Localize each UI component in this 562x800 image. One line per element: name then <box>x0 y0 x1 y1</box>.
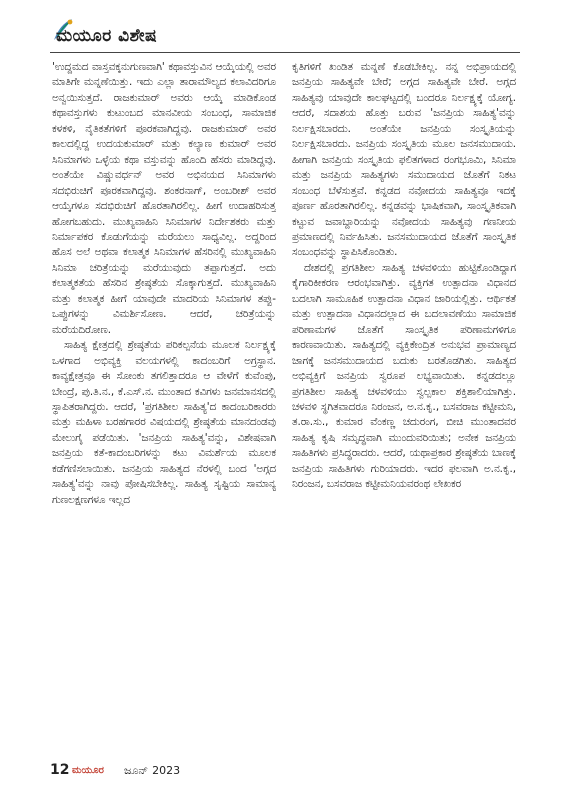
issue-month: ಜೂನ್ <box>124 764 149 777</box>
page-number: 12 <box>50 762 70 778</box>
page-footer <box>50 762 520 786</box>
right-column <box>292 60 516 748</box>
header-divider <box>50 52 520 53</box>
paragraph: ದೇಶದಲ್ಲಿ ಪ್ರಗತಿಶೀಲ ಸಾಹಿತ್ಯ ಚಳವಳಿಯು ಹುಟ್ಟಿಕೊಂಡಿದ್ದಾಗ ಕೈಗಾರಿಕೀಕರಣ ಆರಂಭವಾಗಿತ್ತು. ವ್ಯಕ್ತಿಗತ ಉತ್ಪಾದನಾ ವಿಧಾನದ ಬದಲಾಗಿ ಸಾಮೂಹಿಕ ಉತ್ಪಾದನಾ ವಿಧಾನ ಜಾರಿಯಲ್ಲಿತ್ತು. ಆರ್ಥಿಕತೆ ಮತ್ತು ಉತ್ಪಾದನಾ ವಿಧಾನದಲ್ಲಾದ ಈ ಬದಲಾವಣೆಯು ಸಾಮಾಜಿಕ ಪರಿಣಾಮಗಳ ಜೊತೆಗೆ ಸಾಂಸ್ಕೃತಿಕ ಪರಿಣಾಮಗಳಿಗೂ ಕಾರಣವಾಯಿತು. ಸಾಹಿತ್ಯದಲ್ಲಿ ವ್ಯಕ್ತಿಕೇಂದ್ರಿತ ಅನುಭವ ಪ್ರಾಮಾಣ್ಯದ ಜಾಗಕ್ಕೆ ಜನಸಮುದಾಯದ ಬದುಕು ಬರತೊಡಗಿತು. ಸಾಹಿತ್ಯದ ಅಭಿವ್ಯಕ್ತಿಗೆ ಜನಪ್ರಿಯ ಸ್ವರೂಪ ಲಭ್ಯವಾಯಿತು. ಕನ್ನಡದಲ್ಲೂ ಪ್ರಗತಿಶೀಲ ಸಾಹಿತ್ಯ ಚಳವಳಿಯು ಸ್ವಲ್ಪಕಾಲ ಶಕ್ತಿಶಾಲಿಯಾಗಿತ್ತು. ಚಳವಳಿ ಸ್ಥಗಿತವಾದರೂ ನಿರಂಜನ, ಅ.ನ.ಕೃ., ಬಸವರಾಜ ಕಟ್ಟೀಮನಿ, ತ.ರಾ.ಸು., ಕುಮಾರ ವೆಂಕಣ್ಣ ಚದುರಂಗ, ಬೀಚಿ ಮುಂತಾದವರ ಸಾಹಿತ್ಯ ಕೃಷಿ ಸಮೃದ್ಧವಾಗಿ ಮುಂದುವರಿಯಿತು; ಅನೇಕ ಜನಪ್ರಿಯ ಸಾಹಿತಿಗಳು ಪ್ರಸಿದ್ಧರಾದರು. ಆದರೆ, ಯಥಾಪ್ರಕಾರ ಶ್ರೇಷ್ಠತೆಯ ಬಾಣಕ್ಕೆ ಜನಪ್ರಿಯ ಸಾಹಿತಿಗಳು ಗುರಿಯಾದರು. ಇದರ ಫಲವಾಗಿ ಅ.ನ.ಕೃ., ನಿರಂಜನ, ಬಸವರಾಜ ಕಟ್ಟೀಮನಿಯವರಂಥ ಲೇಖಕರ <box>292 261 516 491</box>
paragraph: 'ಉದ್ದಮದ ವಾಸ್ತವಕ್ಕನುಗುಣವಾಗಿ' ಕಥಾವಸ್ತುವಿನ ಆಯ್ಕೆಯಲ್ಲಿ ಅವರ ಮಾತಿಗೇ ಮನ್ನಣೆಯಿತ್ತು. ಇದು ಎಲ್ಲಾ ತಾರಾಮೌಲ್ಯದ ಕಲಾವಿದರಿಗೂ ಅನ್ವಯಿಸುತ್ತದೆ. ರಾಜಕುಮಾರ್ ಅವರು ಆಯ್ಕೆ ಮಾಡಿಕೊಂಡ ಕಥಾವಸ್ತುಗಳು ಕುಟುಂಬದ ಮಾನವೀಯ ಸಂಬಂಧ, ಸಾಮಾಜಿಕ ಕಳಕಳಿ, ನೈತಿಕತೆಗಳಿಗೆ ಪೂರಕವಾಗಿದ್ದವು. ರಾಜಕುಮಾರ್ ಅವರ ಕಾಲದಲ್ಲಿದ್ದ ಉದಯಕುಮಾರ್ ಮತ್ತು ಕಲ್ಯಾಣ ಕುಮಾರ್ ಅವರ ಸಿನಿಮಾಗಳು ಒಳ್ಳೆಯ ಕಥಾ ವಸ್ತುವನ್ನು ಹೊಂದಿ ಹೆಸರು ಮಾಡಿದ್ದವು. ಅಂತೆಯೇ ವಿಷ್ಣುವರ್ಧನ್ ಅವರ ಅಭಿನಯದ ಸಿನಿಮಾಗಳು ಸದಭಿರುಚಿಗೆ ಪೂರಕವಾಗಿದ್ದವು. ಶಂಕರನಾಗ್, ಅಂಬರೀಶ್ ಅವರ ಆಯ್ಕೆಗಳೂ ಸದಭಿರುಚಿಗೆ ಹೊರತಾಗಿರಲಿಲ್ಲ. ಹೀಗೆ ಉದಾಹರಿಸುತ್ತ ಹೋಗಬಹುದು. ಮುಖ್ಯವಾಹಿನಿ ಸಿನಿಮಾಗಳ ನಿರ್ದೇಶಕರು ಮತ್ತು ನಿರ್ಮಾಪಕರ ಕೊಡುಗೆಯನ್ನು ಮರೆಯಲು ಸಾಧ್ಯವಿಲ್ಲ. ಅದ್ದರಿಂದ ಹೊಸ ಅಲೆ ಅಥವಾ ಕಲಾತ್ಮಕ ಸಿನಿಮಾಗಳ ಹೆಸರಿನಲ್ಲಿ ಮುಖ್ಯವಾಹಿನಿ ಸಿನಿಮಾ ಚರಿತ್ರೆಯನ್ನು ಮರೆಯುವುದು ತಪ್ಪಾಗುತ್ತದೆ. ಅದು ಕಲಾತ್ಮಕತೆಯ ಹೆಸರಿನ ಶ್ರೇಷ್ಠತೆಯ ಸೊಕ್ಕಾಗುತ್ತದೆ. ಮುಖ್ಯವಾಹಿನಿ ಮತ್ತು ಕಲಾತ್ಮಕ ಹೀಗೆ ಯಾವುದೇ ಮಾದರಿಯ ಸಿನಿಮಾಗಳ ತಪ್ಪು-ಒಪ್ಪುಗಳನ್ನು ವಿಮರ್ಶಿಸೋಣ. ಆದರೆ, ಚರಿತ್ರೆಯನ್ನು ಮರೆಯದಿರೋಣ. <box>52 61 276 336</box>
section-title: ಮಯೂರ ವಿಶೇಷ <box>56 26 158 46</box>
magazine-name: ಮಯೂರ <box>72 765 104 776</box>
paragraph: ಸಾಹಿತ್ಯ ಕ್ಷೇತ್ರದಲ್ಲಿ ಶ್ರೇಷ್ಠತೆಯ ಪರಿಕಲ್ಪನೆಯ ಮೂಲಕ ನಿರ್ಲಕ್ಷ್ಯಕ್ಕೆ ಒಳಗಾದ ಅಭಿವ್ಯಕ್ತಿ ವಲಯಗಳಲ್ಲಿ ಕಾದಂಬರಿಗೆ ಅಗ್ರಸ್ಥಾನ. ಕಾವ್ಯಕ್ಷೇತ್ರವೂ ಈ ಸೋಂಕು ತಗಲಿತ್ತಾದರೂ ಆ ವೇಳೆಗೆ ಕುವೆಂಪು, ಬೇಂದ್ರೆ, ಪು.ತಿ.ನ., ಕೆ.ಎಸ್.ನ. ಮುಂತಾದ ಕವಿಗಳು ಜನಮಾನಸದಲ್ಲಿ ಸ್ಥಾಪಿತರಾಗಿದ್ದರು. ಆದರೆ, 'ಪ್ರಗತಿಶೀಲ ಸಾಹಿತ್ಯ'ದ ಕಾದಂಬರಿಕಾರರು ಮತ್ತು ಮಹಿಳಾ ಬರಹಗಾರರ ವಿಷಯದಲ್ಲಿ ಶ್ರೇಷ್ಠತೆಯ ಮಾನದಂಡವು ಮೇಲುಗೈ ಪಡೆಯಿತು. 'ಜನಪ್ರಿಯ ಸಾಹಿತ್ಯ'ವನ್ನು, ವಿಶೇಷವಾಗಿ ಜನಪ್ರಿಯ ಕತೆ-ಕಾದಂಬರಿಗಳನ್ನು ಕಟು ವಿಮರ್ಶೆಯ ಮೂಲಕ ಕಡೆಗಣಿಸಲಾಯಿತು. ಜನಪ್ರಿಯ ಸಾಹಿತ್ಯದ ನೆರಳಲ್ಲಿ ಬಂದ 'ಅಗ್ಗದ ಸಾಹಿತ್ಯ'ವನ್ನು ನಾವು ಪೋಷಿಸಬೇಕಿಲ್ಲ. ಸಾಹಿತ್ಯ ಸೃಷ್ಟಿಯ ಸಾಮಾನ್ಯ ಗುಣಲಕ್ಷಣಗಳೂ ಇಲ್ಲದ <box>52 339 276 506</box>
article-body <box>52 60 526 760</box>
page-header <box>50 16 520 56</box>
issue-year: 2023 <box>152 764 181 777</box>
left-column <box>52 60 276 748</box>
paragraph: ಕೃತಿಗಳಿಗೆ ಖಂಡಿತ ಮನ್ನಣೆ ಕೊಡಬೇಕಿಲ್ಲ. ನನ್ನ ಅಭಿಪ್ರಾಯದಲ್ಲಿ ಜನಪ್ರಿಯ ಸಾಹಿತ್ಯವೇ ಬೇರೆ; ಅಗ್ಗದ ಸಾಹಿತ್ಯವೇ ಬೇರೆ. ಅಗ್ಗದ ಸಾಹಿತ್ಯವು ಯಾವುದೇ ಕಾಲಘಟ್ಟದಲ್ಲಿ ಬಂದರೂ ನಿರ್ಲಕ್ಷ್ಯಕ್ಕೆ ಯೋಗ್ಯ. ಆದರೆ, ಸದಾಶಯ ಹೊತ್ತು ಬರುವ 'ಜನಪ್ರಿಯ ಸಾಹಿತ್ಯ'ವನ್ನು ನಿರ್ಲಕ್ಷಿಸಬಾರದು. ಅಂತೆಯೇ ಜನಪ್ರಿಯ ಸಂಸ್ಕೃತಿಯನ್ನು ನಿರ್ಲಕ್ಷಿಸಬಾರದು. ಜನಪ್ರಿಯ ಸಂಸ್ಕೃತಿಯ ಮೂಲ ಜನಸಮುದಾಯ. ಹೀಗಾಗಿ ಜನಪ್ರಿಯ ಸಂಸ್ಕೃತಿಯ ಫಲಿತಗಳಾದ ರಂಗಭೂಮಿ, ಸಿನಿಮಾ ಮತ್ತು ಜನಪ್ರಿಯ ಸಾಹಿತ್ಯಗಳು ಸಮುದಾಯದ ಜೊತೆಗೆ ನಿಕಟ ಸಂಬಂಧ ಬೆಳೆಸುತ್ತವೆ. ಕನ್ನಡದ ನವೋದಯ ಸಾಹಿತ್ಯವೂ ಇದಕ್ಕೆ ಪೂರ್ಣ ಹೊರತಾಗಿರಲಿಲ್ಲ. ಕನ್ನಡವನ್ನು ಭಾಷಿಕವಾಗಿ, ಸಾಂಸ್ಕೃತಿಕವಾಗಿ ಕಟ್ಟುವ ಜವಾಬ್ದಾರಿಯನ್ನು ನವೋದಯ ಸಾಹಿತ್ಯವು ಗಣನೀಯ ಪ್ರಮಾಣದಲ್ಲಿ ನಿರ್ವಹಿಸಿತು. ಜನಸಮುದಾಯದ ಜೊತೆಗೆ ಸಾಂಸ್ಕೃತಿಕ ಸಂಬಂಧವನ್ನು ಸ್ಥಾಪಿಸಿಕೊಂಡಿತು. <box>292 61 516 259</box>
issue-date <box>124 764 180 778</box>
